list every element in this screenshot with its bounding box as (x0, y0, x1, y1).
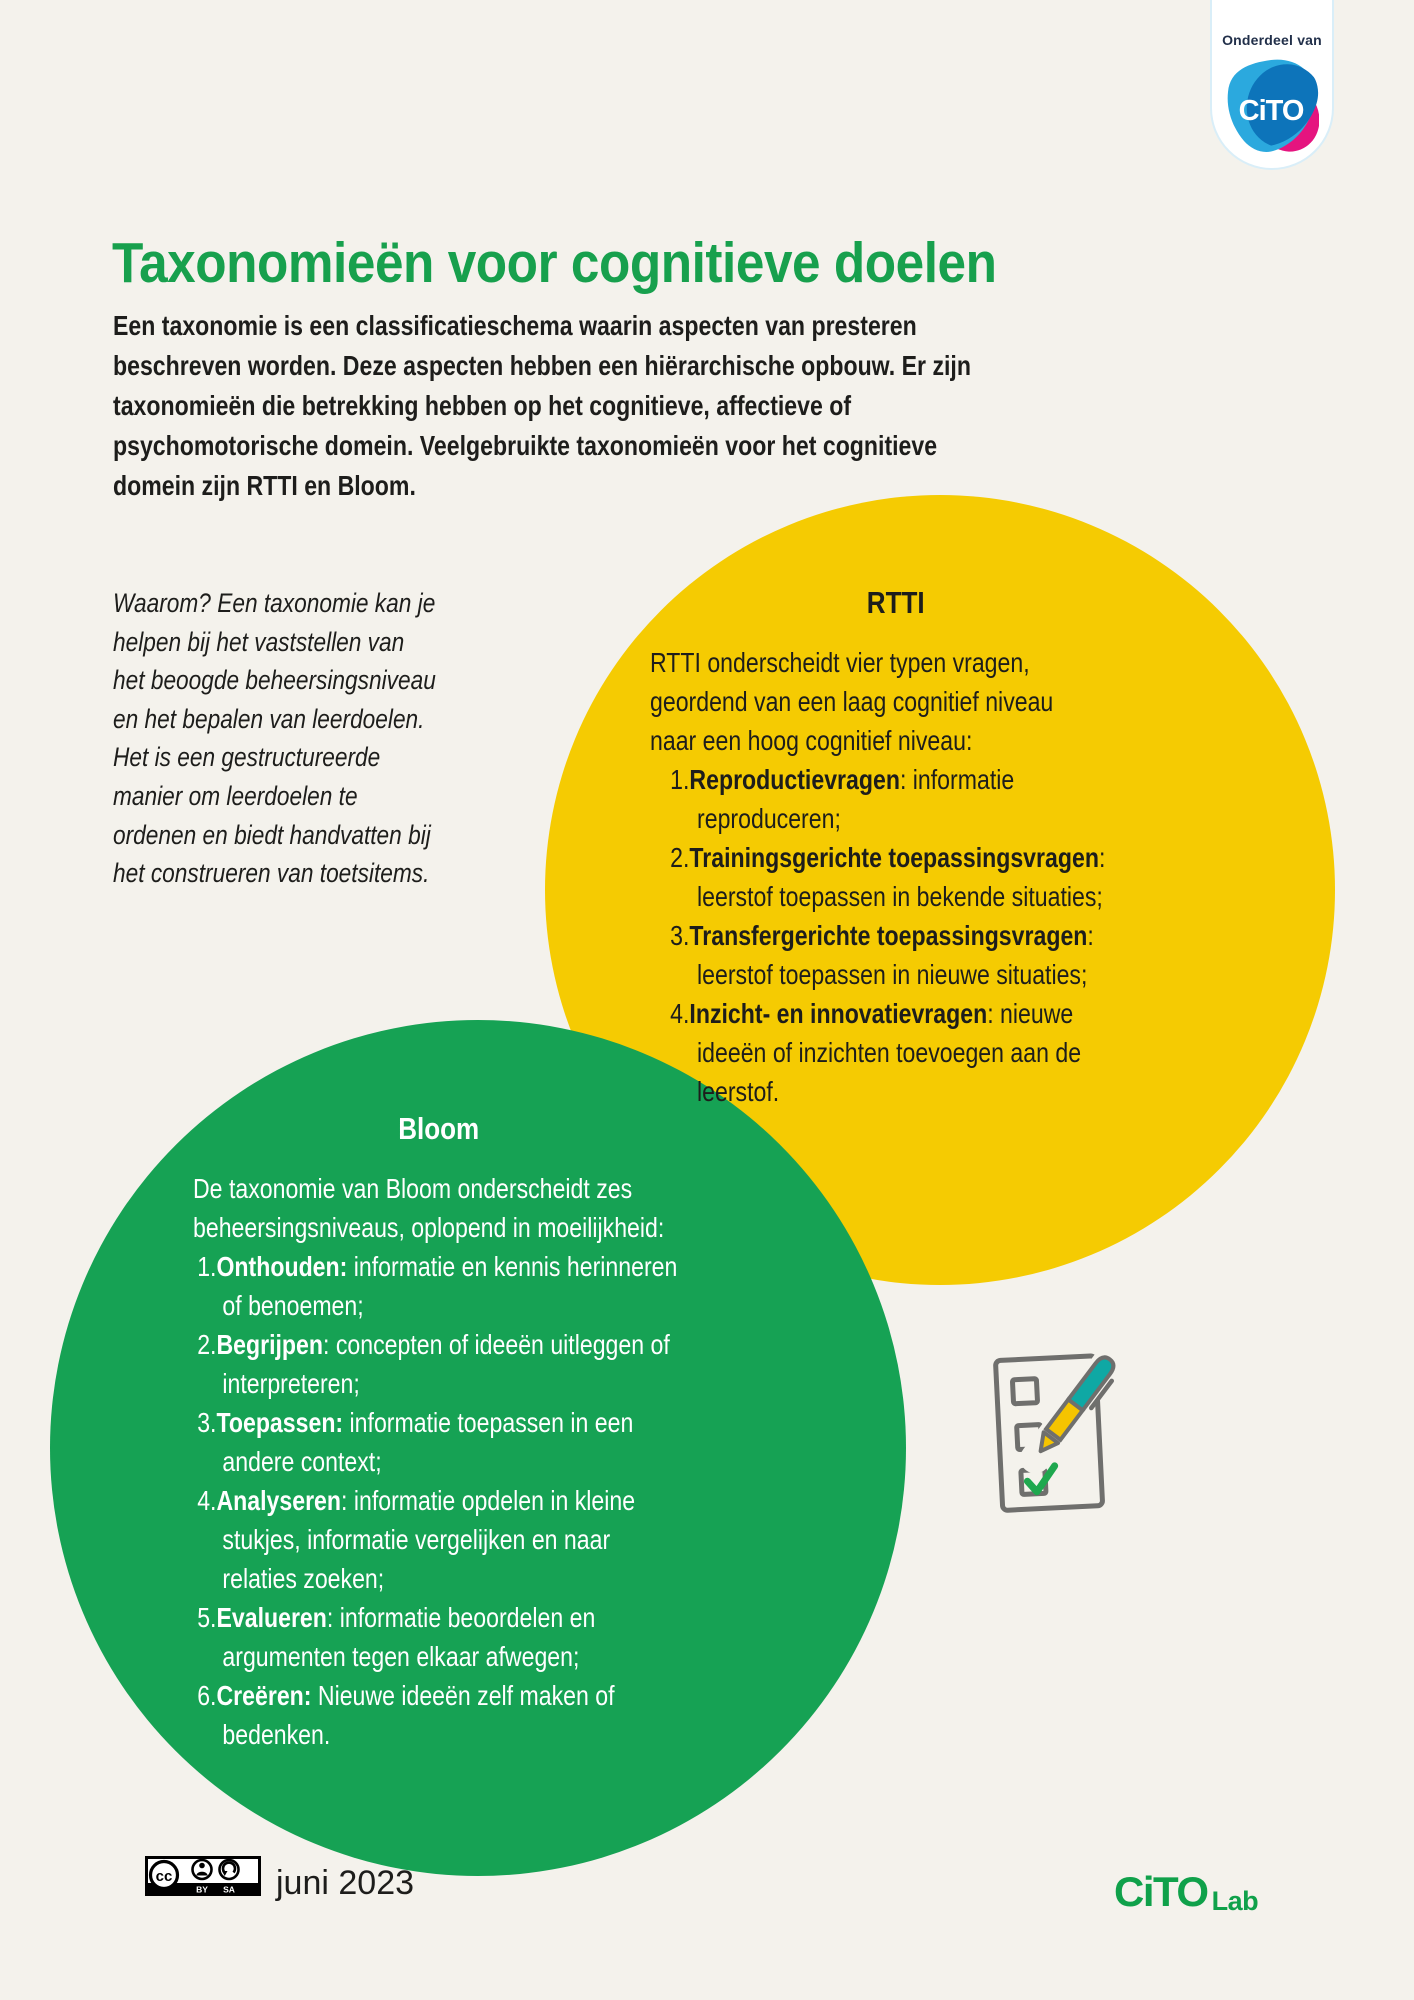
bloom-list-item (193, 1598, 684, 1676)
bloom-section (193, 1112, 684, 1754)
rtti-list-item (650, 994, 1141, 1111)
item-term: Transfergerichte toepassingsvragen (689, 920, 1088, 951)
item-number: 2. (197, 1329, 217, 1360)
item-number: 1. (197, 1251, 217, 1282)
citolab-logo-sub: Lab (1211, 1886, 1259, 1916)
why-line: manier om leerdoelen te (113, 780, 358, 811)
item-term: Creëren: (216, 1680, 312, 1711)
bloom-intro-line: De taxonomie van Bloom onderscheidt zes (193, 1173, 633, 1204)
bloom-list-item (193, 1481, 684, 1598)
item-term: Inzicht- en innovatievragen (689, 998, 988, 1029)
checklist-pencil-icon (985, 1340, 1145, 1520)
item-term: Analyseren (216, 1485, 342, 1516)
why-line: het beoogde beheersingsniveau (113, 665, 436, 696)
bloom-list-item (193, 1325, 684, 1403)
rtti-list-item (650, 760, 1141, 838)
item-desc: : leerstof toepassen in bekende situaties; (697, 842, 1106, 912)
intro-line: taxonomieën die betrekking hebben op het cognitieve, affectieve of (113, 390, 852, 421)
why-line: Waarom? Een taxonomie kan je (113, 588, 436, 618)
item-number: 2. (670, 842, 690, 873)
intro-paragraph (113, 306, 971, 506)
why-line: ordenen en biedt handvatten bij (113, 819, 431, 850)
item-desc: : nieuwe ideeën of inzichten toevoegen aan de leerstof. (697, 998, 1082, 1107)
bloom-list-item (193, 1247, 684, 1325)
publication-date: juni 2023 (276, 1864, 415, 1902)
why-line: het construeren van toetsitems. (113, 858, 430, 889)
page-title: Taxonomieën voor cognitieve doelen (112, 231, 997, 295)
rtti-list-item (650, 916, 1141, 994)
item-number: 1. (670, 764, 690, 795)
intro-line: Een taxonomie is een classificatieschema waarin aspecten van presteren (113, 310, 917, 341)
item-number: 5. (197, 1602, 217, 1633)
why-paragraph (113, 584, 436, 893)
why-line: en het bepalen van leerdoelen. (113, 703, 425, 734)
bloom-list-item (193, 1403, 684, 1481)
item-number: 3. (670, 920, 690, 951)
intro-line: psychomotorische domein. Veelgebruikte taxonomieën voor het cognitieve (113, 430, 938, 461)
rtti-title: RTTI (866, 585, 925, 620)
item-desc: Nieuwe ideeën zelf maken of bedenken. (222, 1680, 615, 1750)
citolab-logo-text: CiTO (1114, 1868, 1208, 1915)
cito-logo-icon (1225, 58, 1319, 156)
item-number: 4. (197, 1485, 217, 1516)
item-term: Trainingsgerichte toepassingsvragen (689, 842, 1099, 873)
rtti-list-item (650, 838, 1141, 916)
why-line: Het is een gestructureerde (113, 742, 381, 773)
item-term: Reproductievragen (689, 764, 900, 795)
badge-label: Onderdeel van (1222, 32, 1322, 48)
cito-logo-text: CiTO (1238, 95, 1304, 127)
item-desc: : leerstof toepassen in nieuwe situaties; (697, 920, 1094, 990)
cc-by-sa-icon (145, 1856, 261, 1896)
item-desc: : informatie reproduceren; (697, 764, 1015, 834)
rtti-intro-line: geordend van een laag cognitief niveau (650, 686, 1054, 717)
item-term: Evalueren (216, 1602, 327, 1633)
rtti-intro-line: naar een hoog cognitief niveau: (650, 725, 973, 756)
cc-label: cc (155, 1868, 173, 1885)
sa-label: SA (223, 1884, 235, 1895)
rtti-section (650, 586, 1141, 1111)
bloom-title: Bloom (398, 1111, 480, 1146)
item-term: Begrijpen (216, 1329, 324, 1360)
rtti-intro-line: RTTI onderscheidt vier typen vragen, (650, 647, 1030, 678)
intro-line: beschreven worden. Deze aspecten hebben een hiërarchische opbouw. Er zijn (113, 350, 971, 381)
item-desc: : informatie opdelen in kleine stukjes, informatie vergelijken en naar relaties zoeken; (222, 1485, 636, 1594)
item-desc: : informatie beoordelen en argumenten tegen elkaar afwegen; (222, 1602, 596, 1672)
cito-header-badge (1210, 0, 1334, 170)
item-term: Toepassen: (216, 1407, 344, 1438)
item-term: Onthouden: (216, 1251, 348, 1282)
item-number: 3. (197, 1407, 217, 1438)
item-number: 6. (197, 1680, 217, 1711)
citolab-logo (1114, 1868, 1258, 1916)
item-number: 4. (670, 998, 690, 1029)
bloom-intro-line: beheersingsniveaus, oplopend in moeilijkheid: (193, 1212, 665, 1243)
item-desc: : concepten of ideeën uitleggen of interpreteren; (222, 1329, 670, 1399)
item-desc: informatie en kennis herinneren of benoemen; (222, 1251, 678, 1321)
bloom-list-item (193, 1676, 684, 1754)
item-desc: informatie toepassen in een andere context; (222, 1407, 634, 1477)
intro-line: domein zijn RTTI en Bloom. (113, 470, 416, 501)
why-line: helpen bij het vaststellen van (113, 626, 405, 657)
by-label: BY (196, 1884, 208, 1895)
